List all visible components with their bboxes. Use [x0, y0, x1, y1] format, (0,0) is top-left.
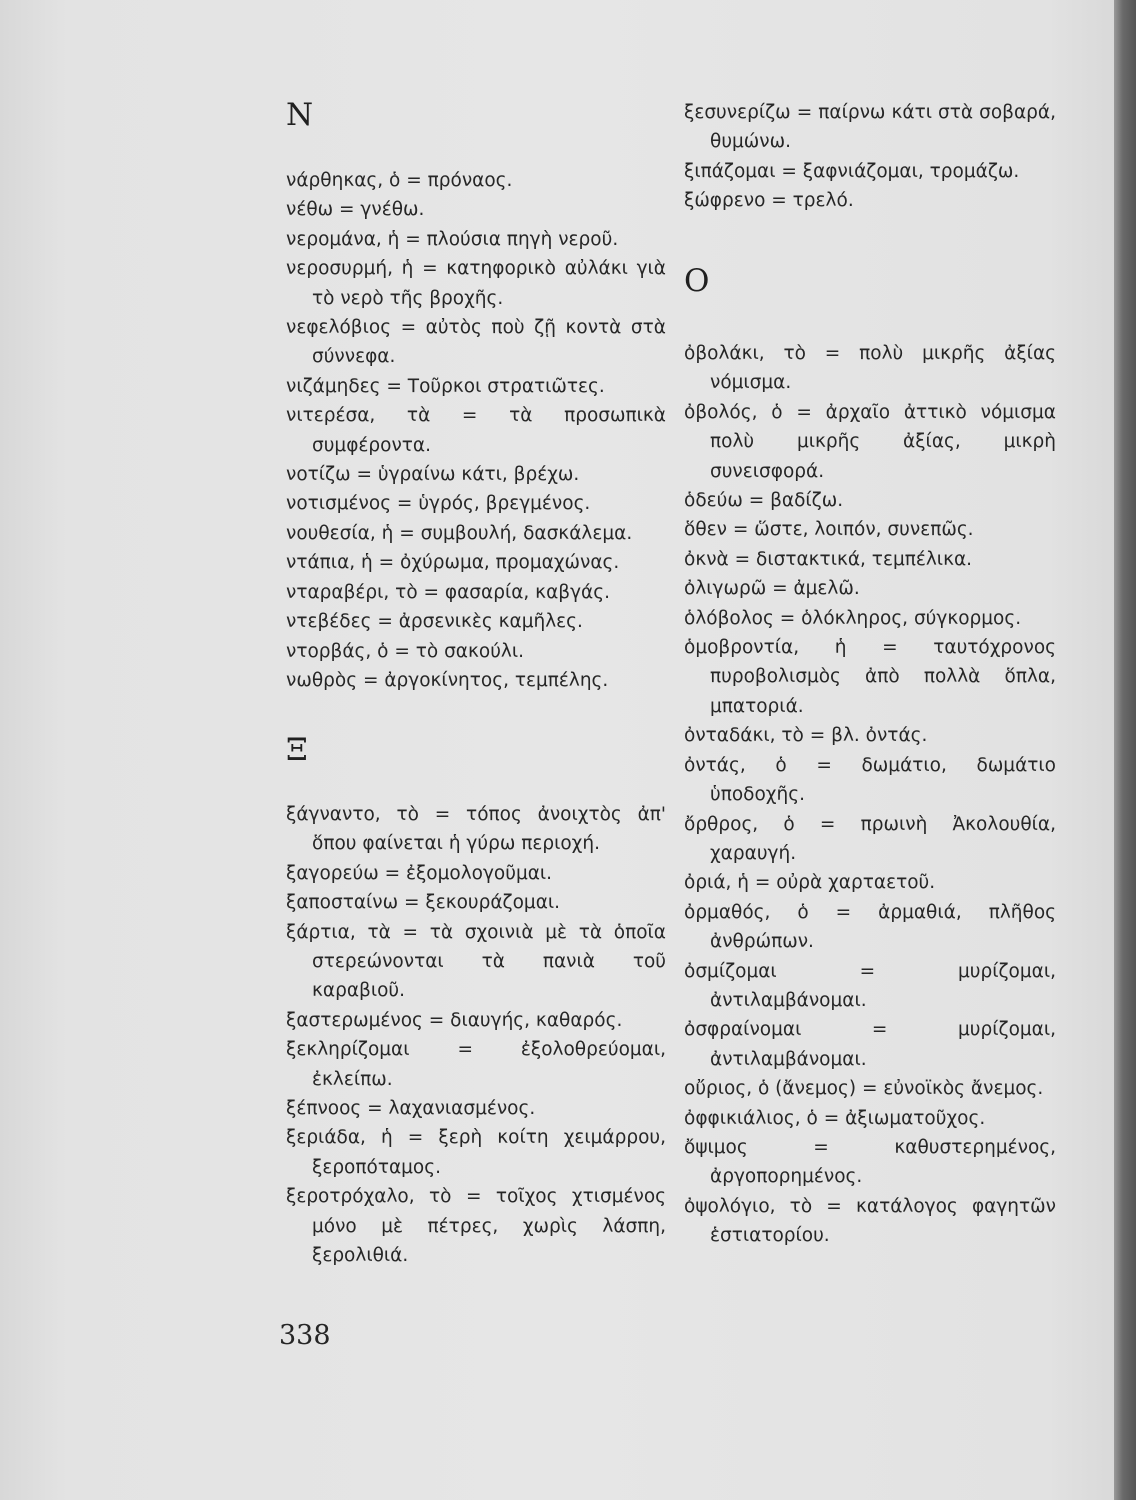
dictionary-entry: ὀβολός, ὁ = ἀρχαῖο ἀττικὸ νόμισμα πολὺ μικρῆς ἀξίας, μικρὴ συνεισφορά.: [684, 401, 1056, 482]
section-letter-omicron: Ο: [684, 263, 710, 299]
dictionary-entry: νοτίζω = ὑγραίνω κάτι, βρέχω.: [286, 464, 580, 486]
dictionary-entry: νιζάμηδες = Τοῦρκοι στρατιῶτες.: [286, 375, 605, 397]
dictionary-entry: ὁλόβολος = ὁλόκληρος, σύγκορμος.: [684, 607, 1022, 629]
dictionary-entry: ντεβέδες = ἀρσενικὲς καμῆλες.: [286, 611, 583, 633]
page-number: 338: [279, 1320, 331, 1351]
dictionary-entry: ὀσφραίνομαι = μυρίζομαι, ἀντιλαμβάνομαι.: [684, 1019, 1056, 1070]
dictionary-entry: ξεσυνερίζω = παίρνω κάτι στὰ σοβαρά, θυμώνω.: [684, 102, 1056, 153]
dictionary-entry: νεφελόβιος = αὐτὸς ποὺ ζῇ κοντὰ στὰ σύννεφα.: [286, 317, 666, 368]
dictionary-entry: ὁμοβροντία, ἡ = ταυτόχρονος πυροβολισμὸς ἀπὸ πολλὰ ὅπλα, μπατοριά.: [684, 637, 1056, 717]
dictionary-entry: ὀρμαθός, ὁ = ἀρμαθιά, πλῆθος ἀνθρώπων.: [684, 901, 1056, 953]
section-letter-xi: Ξ: [286, 732, 308, 768]
dictionary-entry: ξάγναντο, τὸ = τόπος ἀνοιχτὸς ἀπ' ὅπου φαίνεται ἡ γύρω περιοχή.: [286, 804, 666, 855]
section-letter-nu: N: [286, 97, 314, 133]
dictionary-entry: νωθρὸς = ἀργοκίνητος, τεμπέλης.: [286, 669, 609, 691]
dictionary-entry: νιτερέσα, τὰ = τὰ προσωπικὰ συμφέροντα.: [286, 405, 666, 456]
dictionary-entry: ὀσμίζομαι = μυρίζομαι, ἀντιλαμβάνομαι.: [684, 960, 1056, 1011]
dictionary-entry: ὀνταδάκι, τὸ = βλ. ὀντάς.: [684, 725, 928, 747]
dictionary-entry: ξεριάδα, ἡ = ξερὴ κοίτη χειμάρρου, ξεροπόταμος.: [286, 1127, 666, 1178]
dictionary-entry: ξέπνοος = λαχανιασμένος.: [286, 1098, 536, 1120]
entries-xi-continued: [684, 98, 1056, 216]
dictionary-entry: ὀλιγωρῶ = ἀμελῶ.: [684, 578, 860, 600]
dictionary-entry: ὀβολάκι, τὸ = πολὺ μικρῆς ἀξίας νόμισμα.: [684, 343, 1056, 394]
dictionary-entry: ξαγορεύω = ἐξομολογοῦμαι.: [286, 862, 553, 884]
dictionary-entry: νοτισμένος = ὑγρός, βρεγμένος.: [286, 493, 591, 515]
dictionary-entry: νταραβέρι, τὸ = φασαρία, καβγάς.: [286, 581, 610, 603]
dictionary-entry: ὀκνὰ = διστακτικά, τεμπέλικα.: [684, 548, 973, 570]
dictionary-entry: ὄψιμος = καθυστερημένος, ἀργοπορημένος.: [684, 1136, 1056, 1188]
dictionary-entry: ὄρθρος, ὁ = πρωινὴ Ἀκολουθία, χαραυγή.: [684, 813, 1056, 864]
entries-nu: [286, 166, 666, 695]
dictionary-entry: ὀντάς, ὁ = δωμάτιο, δωμάτιο ὑποδοχῆς.: [684, 754, 1056, 806]
dictionary-entry: ξαποσταίνω = ξεκουράζομαι.: [286, 892, 561, 914]
dictionary-entry: ντορβάς, ὁ = τὸ σακούλι.: [286, 640, 525, 662]
page-edge: [1114, 0, 1136, 1500]
dictionary-entry: νερομάνα, ἡ = πλούσια πηγὴ νεροῦ.: [286, 228, 619, 250]
dictionary-entry: ὀψολόγιο, τὸ = κατάλογος φαγητῶν ἑστιατορίου.: [684, 1195, 1056, 1247]
dictionary-entry: ξώφρενο = τρελό.: [684, 190, 854, 212]
dictionary-entry: ξεροτρόχαλο, τὸ = τοῖχος χτισμένος μόνο μὲ πέτρες, χωρὶς λάσπη, ξερολιθιά.: [286, 1186, 666, 1267]
dictionary-entry: νάρθηκας, ὁ = πρόναος.: [286, 170, 513, 191]
dictionary-entry: ὀφφικιάλιος, ὁ = ἀξιωματοῦχος.: [684, 1107, 986, 1129]
dictionary-entry: οὔριος, ὁ (ἄνεμος) = εὐνοϊκὸς ἄνεμος.: [684, 1078, 1044, 1100]
dictionary-entry: ντάπια, ἡ = ὀχύρωμα, προμαχώνας.: [286, 552, 620, 574]
dictionary-entry: ξιπάζομαι = ξαφνιάζομαι, τρομάζω.: [684, 160, 1020, 182]
dictionary-entry: νουθεσία, ἡ = συμβουλή, δασκάλεμα.: [286, 522, 633, 544]
dictionary-entry: ὁδεύω = βαδίζω.: [684, 490, 844, 512]
entries-omicron: [684, 339, 1056, 1251]
dictionary-entry: νεροσυρμή, ἡ = κατηφορικὸ αὐλάκι γιὰ τὸ νερὸ τῆς βροχῆς.: [286, 258, 666, 309]
dictionary-entry: ὀριά, ἡ = οὐρὰ χαρταετοῦ.: [684, 872, 936, 894]
dictionary-entry: ὅθεν = ὥστε, λοιπόν, συνεπῶς.: [684, 519, 974, 541]
dictionary-entry: ξαστερωμένος = διαυγής, καθαρός.: [286, 1009, 623, 1031]
dictionary-entry: ξεκληρίζομαι = ἐξολοθρεύομαι, ἐκλείπω.: [286, 1039, 666, 1090]
dictionary-entry: νέθω = γνέθω.: [286, 199, 425, 221]
dictionary-entry: ξάρτια, τὰ = τὰ σχοινιὰ μὲ τὰ ὁποῖα στερεώνονται τὰ πανιὰ τοῦ καραβιοῦ.: [286, 921, 666, 1002]
entries-xi: [286, 800, 666, 1271]
